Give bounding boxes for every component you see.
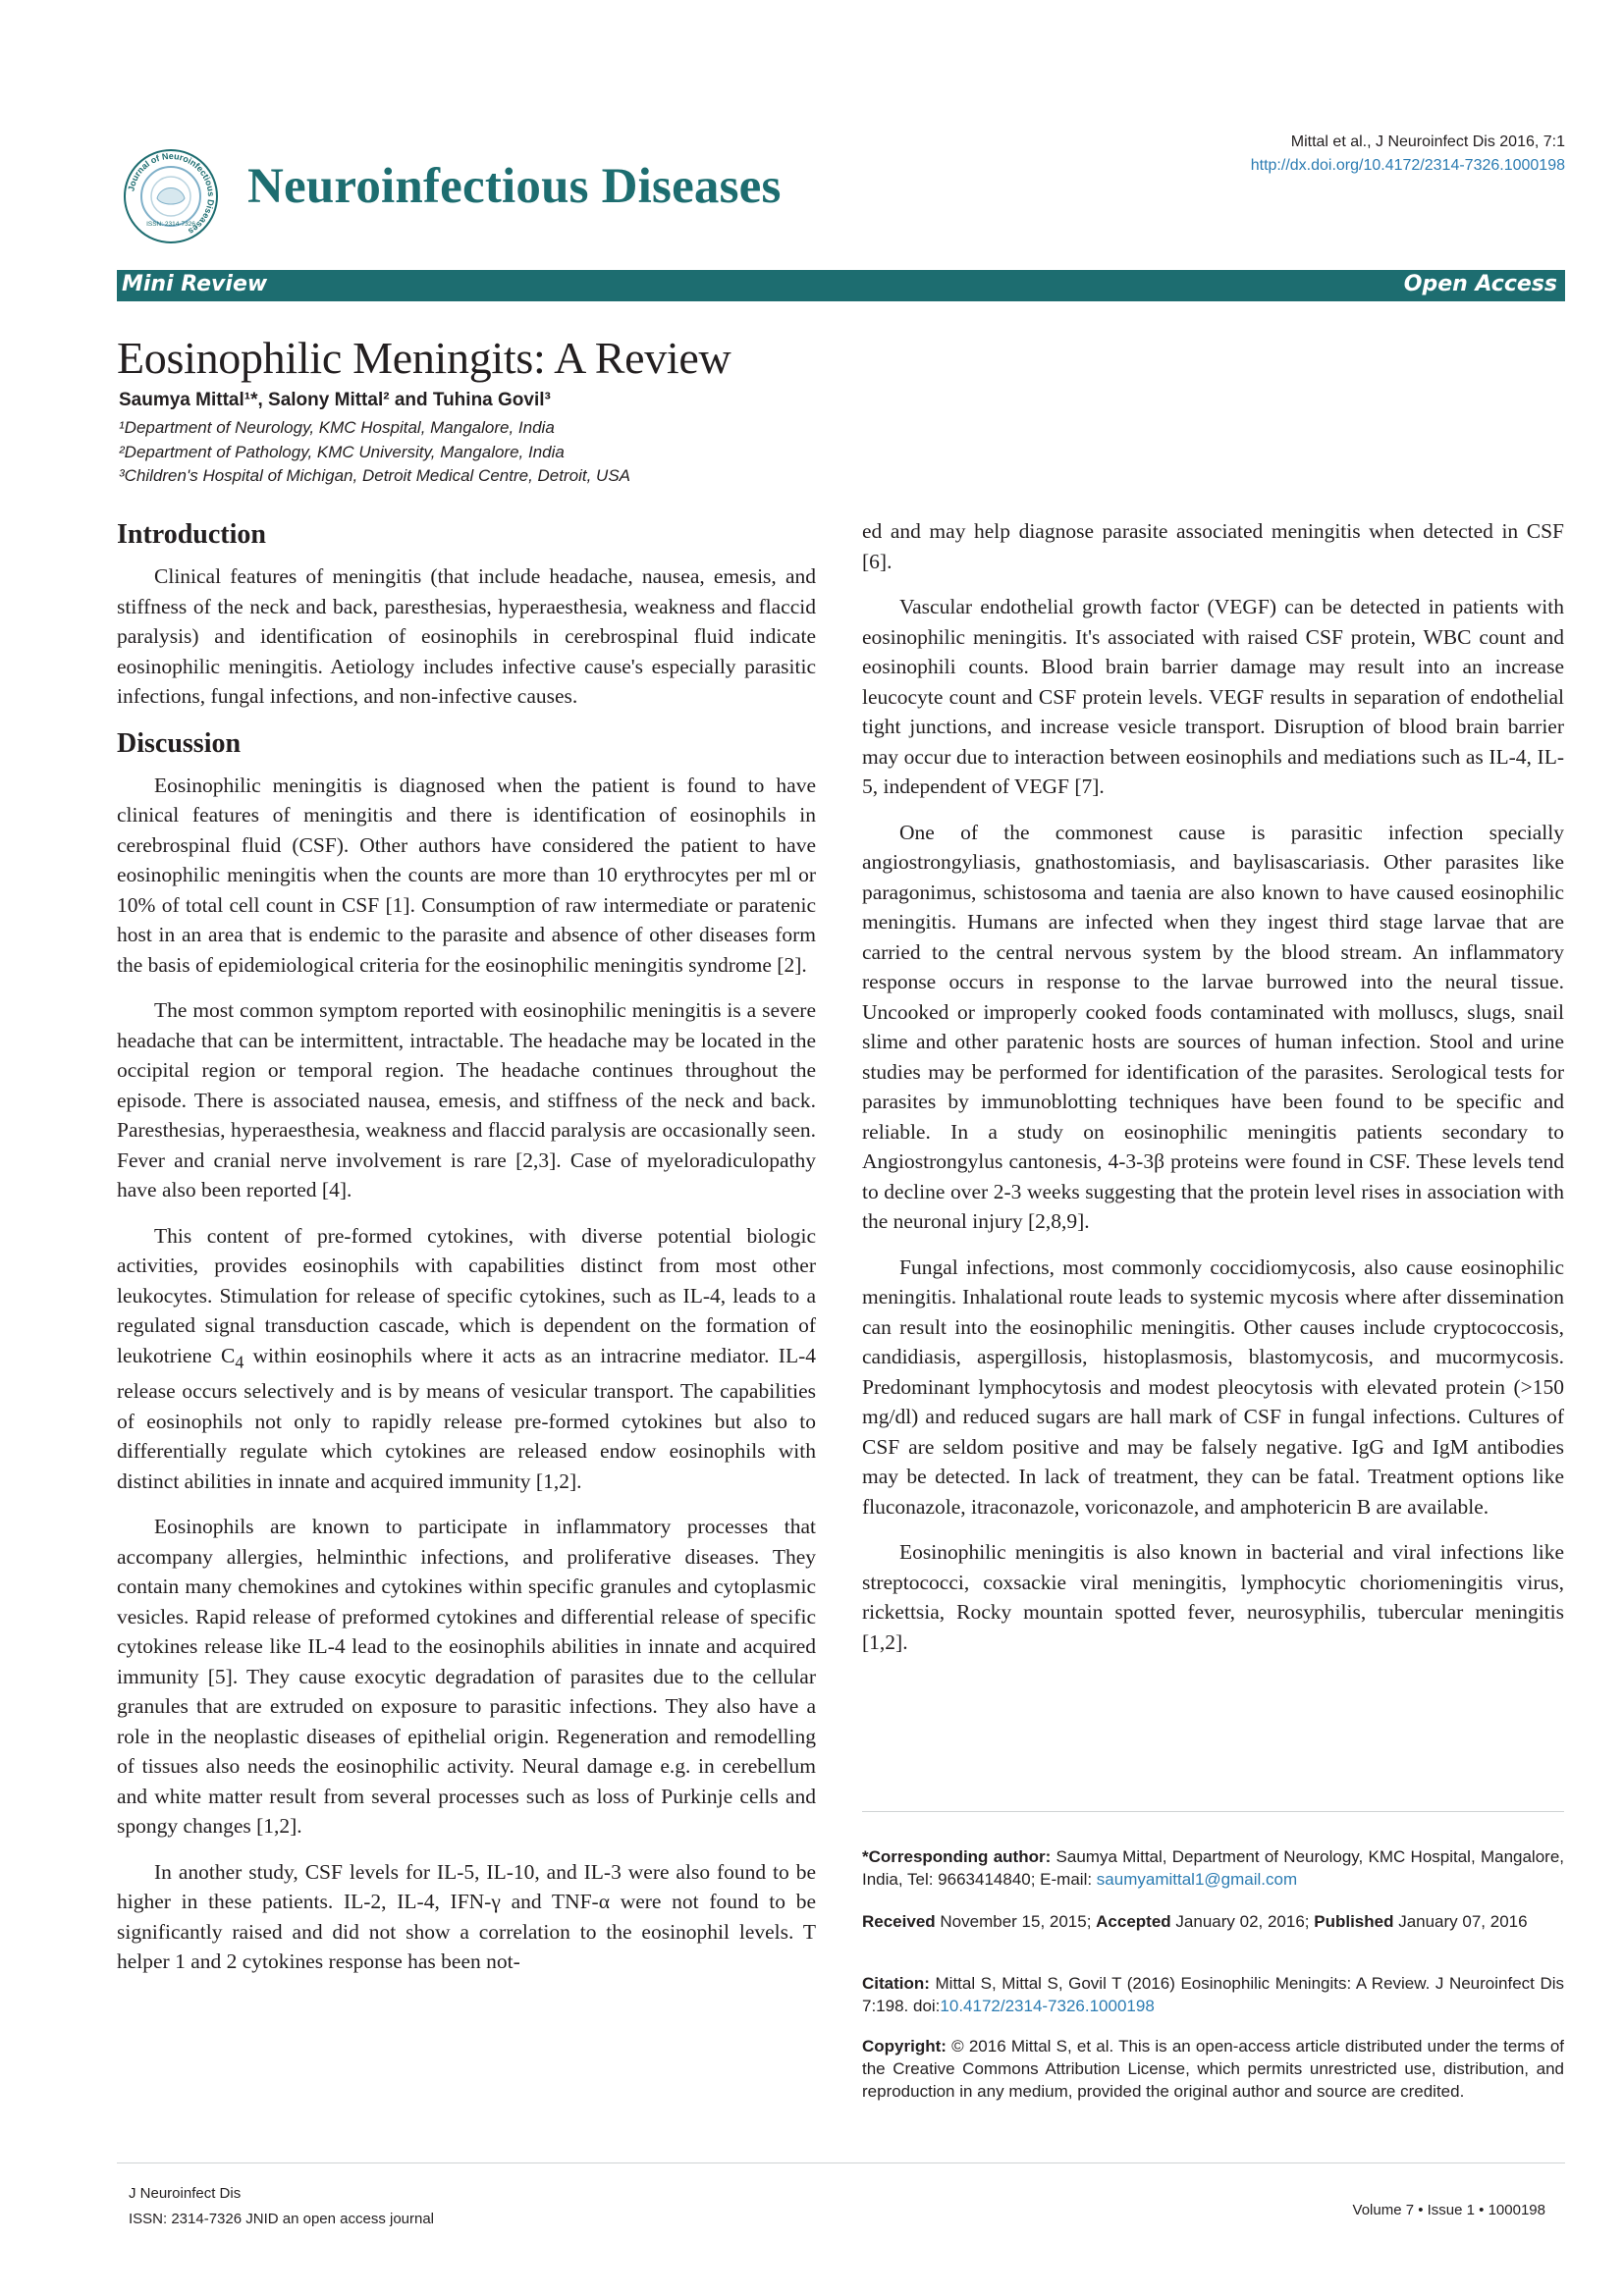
intro-paragraph: Clinical features of meningitis (that include headache, nausea, emesis, and stiffness of the neck and back, paresthesias, hyperaesthesia, weakness and flaccid paralysis) and identification of eosinophils in cerebrospinal fluid indicate eosinophilic meningitis. Aetiology includes infective cause's especially parasitic infections, fungal infections, and non-infective causes. — [117, 564, 816, 708]
affiliation-3: ³Children's Hospital of Michigan, Detroit Medical Centre, Detroit, USA — [119, 466, 630, 485]
accepted-date: January 02, 2016; — [1170, 1912, 1315, 1931]
footer-volume: Volume 7 • Issue 1 • 1000198 — [1352, 2202, 1545, 2218]
introduction-heading: Introduction — [117, 519, 266, 550]
citation-block — [862, 1972, 1564, 2017]
bacterial-viral-paragraph: Eosinophilic meningitis is also known in bacterial and viral infections like streptococci, coxsackie viral meningitis, lymphocytic choriomeningitis virus, rickettsia, Rocky mountain spotted fever, neurosyphilis, tubercular meningitis [1,2]. — [862, 1540, 1564, 1654]
continued-paragraph: ed and may help diagnose parasite associated meningitis when detected in CSF [6]. — [862, 519, 1564, 573]
published-date: January 07, 2016 — [1393, 1912, 1528, 1931]
copyright-text: © 2016 Mittal S, et al. This is an open-access article distributed under the terms of the Creative Commons Attribution License, which permits unrestricted use, distribution, and reproduction in any medium, provided the original author and source are credited. — [862, 2037, 1564, 2101]
copyright-label: Copyright: — [862, 2037, 947, 2056]
parasite-paragraph: One of the commonest cause is parasitic infection specially angiostrongyliasis, gnathostomiasis, and baylisascariasis. Other parasites like paragonimus, schistosoma and taenia are also known to have caused eosinophilic meningitis. Humans are infected when they ingest third stage larvae that are carried to the central nervous system by the blood stream. An inflammatory response occurs in response to the larvae burrowed into the neural tissue. Uncooked or improperly cooked foods contaminated with molluscs, slugs, snail slime and other paratenic hosts are sources of human infection. Stool and urine studies may be performed for identification of the parasites. Serological tests for parasites by immunoblotting techniques have been found to be specific and reliable. In a study on eosinophilic meningitis patients secondary to Angiostrongylus cantonesis, 4-3-3β proteins were found in CSF. These levels tend to decline over 2-3 weeks suggesting that the protein level rises in association with the neuronal injury [2,8,9]. — [862, 820, 1564, 1233]
footer-journal: J Neuroinfect Dis — [129, 2185, 242, 2202]
corresponding-author — [862, 1845, 1564, 1891]
discussion-paragraph-4: Eosinophils are known to participate in inflammatory processes that accompany allergies, helminthic infections, and proliferative diseases. They contain many chemokines and cytokines within specific granules and cytoplasmic vesicles. Rapid release of preformed cytokines and differential release of specific cytokines release like IL-4 lead to the eosinophils abilities in innate and acquired immunity [5]. They cause exocytic degradation of parasites due to the cellular granules that are extruded on exposure to parasitic infections. They also have a role in the neoplastic diseases of epithelial origin. Regeneration and remodelling of tissues also needs the eosinophilic activity. Neural damage e.g. in cerebellum and white matter result from several processes such as loss of Purkinje cells and spongy changes [1,2]. — [117, 1515, 816, 1839]
open-access-label: Open Access — [1403, 272, 1557, 296]
citation-doi-link[interactable]: 10.4172/2314-7326.1000198 — [940, 1997, 1155, 2015]
discussion-heading: Discussion — [117, 727, 242, 759]
received-label: Received — [862, 1912, 936, 1931]
citation-text: Mittal S, Mittal S, Govil T (2016) Eosinophilic Meningits: A Review. J Neuroinfect Dis 7:198. doi: — [862, 1974, 1564, 2015]
citation-line: Mittal et al., J Neuroinfect Dis 2016, 7:1 — [1290, 133, 1565, 150]
published-label: Published — [1314, 1912, 1394, 1931]
affiliation-1: ¹Department of Neurology, KMC Hospital, Mangalore, India — [119, 418, 555, 437]
corresponding-text: Saumya Mittal, Department of Neurology, KMC Hospital, Mangalore, India, Tel: 9663414840; E-mail: — [862, 1847, 1564, 1889]
left-column — [117, 512, 816, 1993]
corresponding-label: *Corresponding author: — [862, 1847, 1052, 1866]
discussion-paragraph-1: Eosinophilic meningitis is diagnosed when the patient is found to have clinical features of meningitis and there is identification of eosinophils in cerebrospinal fluid (CSF). Other authors have considered the patient to have eosinophilic meningitis when the counts are more than 10 erythrocytes per ml or 10% of total cell count in CSF [1]. Consumption of raw intermediate or paratenic host in an area that is endemic to the parasite and absence of other diseases form the basis of epidemiological criteria for the eosinophilic meningitis syndrome [2]. — [117, 773, 816, 977]
copyright-block — [862, 2035, 1564, 2103]
subscript-4: 4 — [235, 1351, 244, 1371]
article-type-label: Mini Review — [122, 272, 268, 296]
paragraph-3-part-b: within eosinophils where it acts as an intracrine mediator. IL-4 release occurs selectively and is by means of vesicular transport. The capabilities of eosinophils not only to rapidly release pre-formed cytokines but also to differentially regulate which cytokines are released endow eosinophils with distinct abilities in innate and acquired immunity [1,2]. — [117, 1343, 816, 1493]
logo-issn: ISSN: 2314-7326 — [146, 221, 195, 228]
paragraph-3-part-a: This content of pre-formed cytokines, with diverse potential biologic activities, provides eosinophils with capabilities distinct from most other leukocytes. Stimulation for release of specific cytokines, such as IL-4, leads to a regulated signal transduction cascade, which is dependent on the formation of leukotriene C — [117, 1223, 816, 1367]
info-divider — [862, 1811, 1564, 1812]
footer-issn: ISSN: 2314-7326 JNID an open access journal — [129, 2211, 435, 2227]
citation-label: Citation: — [862, 1974, 930, 1993]
right-column — [862, 516, 1564, 1673]
journal-logo — [122, 147, 220, 245]
discussion-paragraph-3 — [117, 1221, 816, 1497]
accepted-label: Accepted — [1096, 1912, 1171, 1931]
fungal-paragraph: Fungal infections, most commonly coccidiomycosis, also cause eosinophilic meningitis. Inhalational route leads to systemic mycosis where after dissemination can result into the eosinophilic meningitis. Other causes include cryptococcosis, candidiasis, aspergillosis, histoplasmosis, blastomycosis, and mucormycosis. Predominant lymphocytosis and modest pleocytosis with elevated protein (>150 mg/dl) and reduced sugars are hall mark of CSF in fungal infections. Cultures of CSF are seldom positive and may be falsely negative. IgG and IgM antibodies may be detected. In lack of treatment, they can be fatal. Treatment options like fluconazole, itraconazole, voriconazole, and amphotericin B are available. — [862, 1255, 1564, 1519]
logo-ring-text: Journal of Neuroinfectious Diseases — [126, 150, 217, 237]
vegf-paragraph: Vascular endothelial growth factor (VEGF) can be detected in patients with eosinophilic meningitis. It's associated with raised CSF protein, WBC count and eosinophili counts. Blood brain barrier damage may result into an increase leucocyte count and CSF protein levels. VEGF results in separation of endothelial tight junctions, and increase vesicle transport. Disruption of blood brain barrier may occur due to interaction between eosinophils and mediations such as IL-4, IL-5, independent of VEGF [7]. — [862, 595, 1564, 798]
affiliation-2: ²Department of Pathology, KMC University, Mangalore, India — [119, 443, 565, 461]
article-title: Eosinophilic Meningits: A Review — [117, 333, 731, 383]
authors: Saumya Mittal¹*, Salony Mittal² and Tuhina Govil³ — [119, 390, 551, 410]
discussion-paragraph-2: The most common symptom reported with eosinophilic meningitis is a severe headache that can be intermittent, intractable. The headache may be located in the occipital region or temporal region. The headache continues throughout the episode. There is associated nausea, emesis, and stiffness of the neck and back. Paresthesias, hyperaesthesia, weakness and flaccid paralysis are occasionally seen. Fever and cranial nerve involvement is rare [2,3]. Case of myeloradiculopathy have also been reported [4]. — [117, 998, 816, 1201]
article-dates — [862, 1910, 1564, 1933]
journal-name: Neuroinfectious Diseases — [247, 159, 782, 214]
doi-link[interactable]: http://dx.doi.org/10.4172/2314-7326.1000198 — [1250, 157, 1565, 174]
author-email-link[interactable]: saumyamittal1@gmail.com — [1096, 1870, 1298, 1889]
header-band — [117, 270, 1565, 301]
discussion-paragraph-5: In another study, CSF levels for IL-5, IL-10, and IL-3 were also found to be higher in these patients. IL-2, IL-4, IFN-γ and TNF-α were not found to be significantly raised and did not show a correlation to the eosinophil levels. T helper 1 and 2 cytokines response has been not- — [117, 1859, 816, 1974]
received-date: November 15, 2015; — [935, 1912, 1097, 1931]
